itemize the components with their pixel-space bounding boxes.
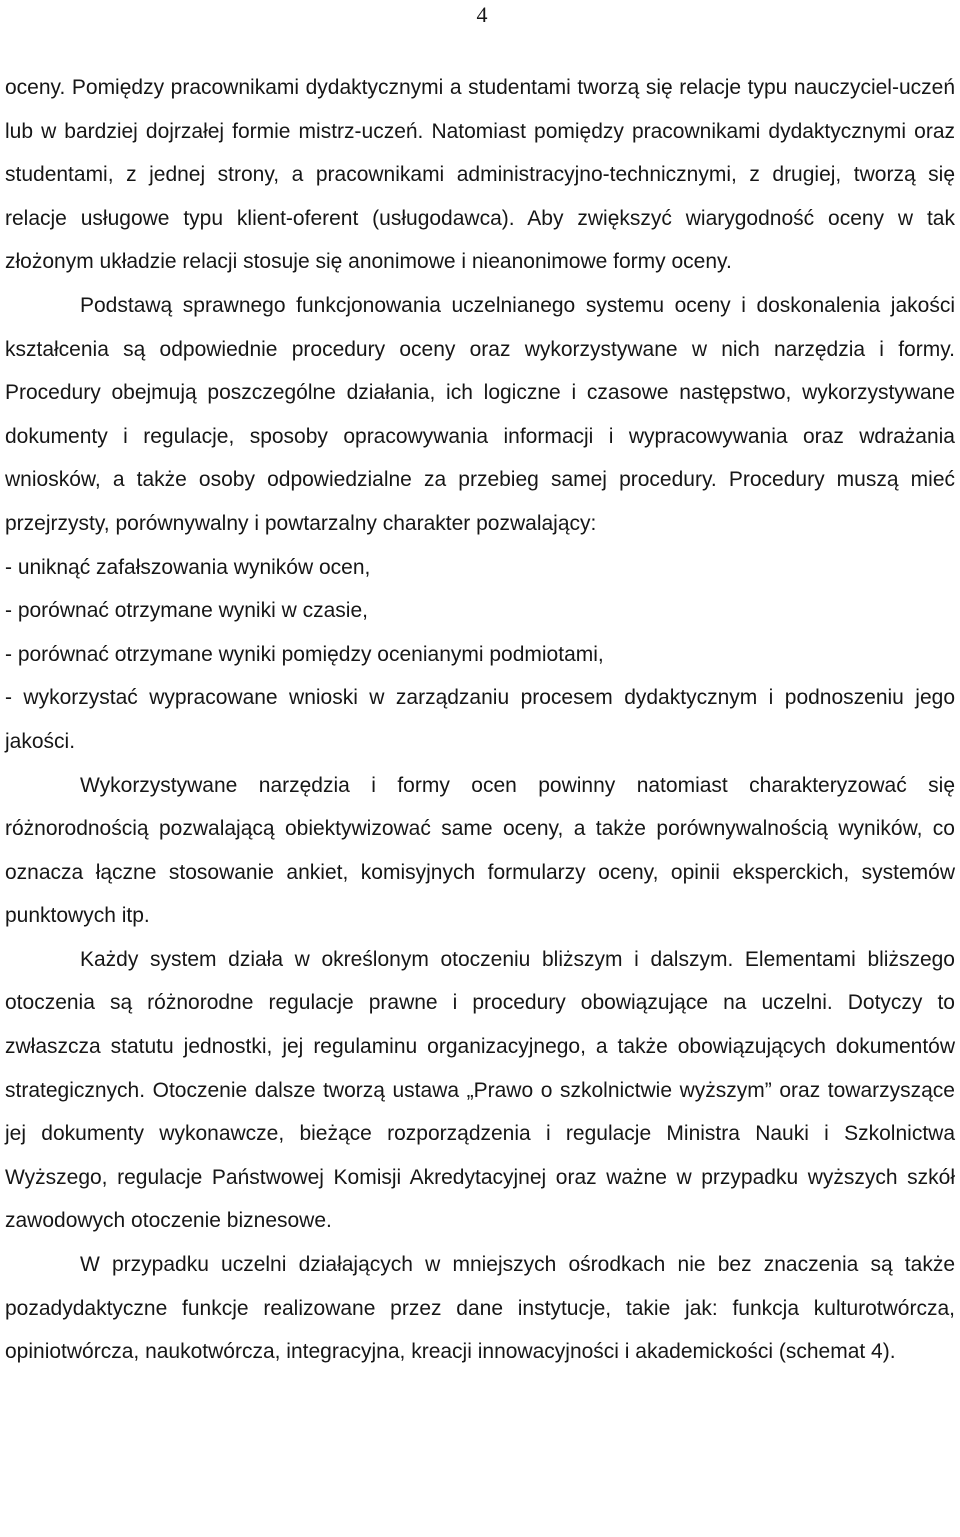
page-number: 4 (476, 2, 488, 27)
list-item: - porównać otrzymane wyniki pomiędzy ocenianymi podmiotami, (5, 642, 604, 666)
paragraph-tools: Wykorzystywane narzędzia i formy ocen powinny natomiast charakteryzować się różnorodnością pozwalającą obiektywizować same oceny, a także porównywalnością wyników, co oznacza łączne stosowanie ankiet, komisyjnych formularzy oceny, opinii eksperckich, systemów punktowych itp. (5, 773, 955, 928)
body-text (5, 66, 955, 1374)
list-item: - uniknąć zafałszowania wyników ocen, (5, 555, 371, 579)
paragraph-procedures: Podstawą sprawnego funkcjonowania uczelnianego systemu oceny i doskonalenia jakości kształcenia są odpowiednie procedury oceny oraz wykorzystywane w nich narzędzia i formy. Procedury obejmują poszczególne działania, ich logiczne i czasowe następstwo, wykorzystywane dokumenty i regulacje, sposoby opracowywania informacji i wypracowywania oraz wdrażania wniosków, a także osoby odpowiedzialne za przebieg samej procedury. Procedury muszą mieć przejrzysty, porównywalny i powtarzalny charakter pozwalający: (5, 293, 955, 535)
paragraph-environment: Każdy system działa w określonym otoczeniu bliższym i dalszym. Elementami bliższego otoczenia są różnorodne regulacje prawne i procedury obowiązujące na uczelni. Dotyczy to zwłaszcza statutu jednostki, jej regulaminu organizacyjnego, a także obowiązujących dokumentów strategicznych. Otoczenie dalsze tworzą ustawa „Prawo o szkolnictwie wyższym” oraz towarzyszące jej dokumenty wykonawcze, bieżące rozporządzenia i regulacje Ministra Nauki i Szkolnictwa Wyższego, regulacje Państwowej Komisji Akredytacyjnej oraz ważne w przypadku wyższych szkół zawodowych otoczenie biznesowe. (5, 947, 955, 1233)
list-item: - wykorzystać wypracowane wnioski w zarządzaniu procesem dydaktycznym i podnoszeniu jego jakości. (5, 686, 955, 753)
paragraph-small-centers: W przypadku uczelni działających w mniejszych ośrodkach nie bez znaczenia są także pozadydaktyczne funkcje realizowane przez dane instytucje, takie jak: funkcja kulturotwórcza, opiniotwórcza, naukotwórcza, integracyjna, kreacji innowacyjności i akademickości (schemat 4). (5, 1253, 955, 1364)
paragraph-continuation: oceny. Pomiędzy pracownikami dydaktycznymi a studentami tworzą się relacje typu nauczyciel-uczeń lub w bardziej dojrzałej formie mistrz-uczeń. Natomiast pomiędzy pracownikami dydaktycznymi oraz studentami, z jednej strony, a pracownikami administracyjno-technicznymi, z drugiej, tworzą się relacje usługowe typu klient-oferent (usługodawca). Aby zwiększyć wiarygodność oceny w tak złożonym układzie relacji stosuje się anonimowe i nieanonimowe formy oceny. (5, 76, 955, 274)
list-item: - porównać otrzymane wyniki w czasie, (5, 599, 368, 623)
